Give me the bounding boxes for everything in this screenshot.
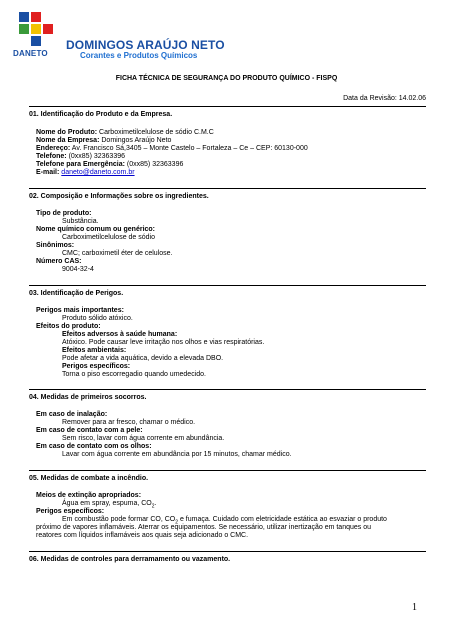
logo-square-red-2 (43, 24, 53, 34)
section-3-heading: 03. Identificação de Perigos. (29, 290, 124, 297)
logo-square-blue (19, 12, 29, 22)
section-2-heading: 02. Composição e Informações sobre os ingredientes. (29, 193, 209, 200)
document-title: FICHA TÉCNICA DE SEGURANÇA DO PRODUTO QUÍMICO - FISPQ (115, 75, 338, 82)
product-name-label: Nome do Produto: (36, 129, 98, 136)
health-effects-label: Efeitos adversos à saúde humana: (62, 331, 178, 338)
main-hazards-value: Produto sólido atóxico. (62, 315, 133, 322)
phone-line (36, 153, 125, 161)
skin-contact-value: Sem risco, lavar com água corrente em abundância. (62, 435, 225, 442)
inhalation-value: Remover para ar fresco, chamar o médico. (62, 419, 196, 426)
section-5-heading: 05. Medidas de combate a incêndio. (29, 475, 149, 482)
extinguishing-value (62, 500, 156, 508)
extinguishing-text: Água em spray, espuma, CO (62, 500, 152, 507)
fire-line-1a: Em combustão pode formar CO, CO (62, 516, 176, 523)
effects-label: Efeitos do produto: (36, 323, 101, 330)
logo-square-blue-2 (31, 36, 41, 46)
fire-specific-line-1 (62, 516, 387, 524)
logo-square-green (19, 24, 29, 34)
company-name: DOMINGOS ARAÚJO NETO (66, 38, 225, 52)
divider-2 (29, 188, 426, 189)
emergency-line (36, 161, 183, 169)
divider-5 (29, 470, 426, 471)
company-label: Nome da Empresa: (36, 137, 100, 144)
address-label: Endereço: (36, 145, 71, 152)
synonyms-value: CMC; carboximetil éter de celulose. (62, 250, 173, 257)
cas-value: 9004-32-4 (62, 266, 94, 273)
eye-contact-label: Em caso de contato com os olhos: (36, 443, 152, 450)
product-name-line (36, 129, 214, 137)
specific-hazards-label: Perigos específicos: (62, 363, 131, 370)
fire-specific-line-2: próximo de vapores inflamáveis. Aterrar os equipamentos. Se necessário, utilizar inertização em tanques ou (36, 524, 372, 531)
main-hazards-label: Perigos mais importantes: (36, 307, 124, 314)
product-name-value: Carboximetilcelulose de sódio C.M.C (99, 129, 214, 136)
emergency-value: (0xx85) 32363396 (126, 161, 184, 168)
company-tagline: Corantes e Produtos Químicos (80, 51, 198, 60)
extinguishing-end: . (154, 500, 157, 507)
cas-label: Número CAS: (36, 258, 82, 265)
health-effects-value: Atóxico. Pode causar leve irritação nos olhos e vias respiratórias. (62, 339, 265, 346)
address-value: Av. Francisco Sá,3405 – Monte Castelo – Fortaleza – Ce – CEP: 60130-000 (71, 145, 308, 152)
revision-date: Data da Revisão: 14.02.06 (343, 95, 426, 102)
company-value: Domingos Araújo Neto (101, 137, 172, 144)
phone-value: (0xx85) 32363396 (68, 153, 125, 160)
chemical-name-label: Nome químico comum ou genérico: (36, 226, 156, 233)
env-effects-label: Efeitos ambientais: (62, 347, 127, 354)
chemical-name-value: Carboximetilcelulose de sódio (62, 234, 155, 241)
env-effects-value: Pode afetar a vida aquática, devido a elevada DBO. (62, 355, 224, 362)
synonyms-label: Sinônimos: (36, 242, 75, 249)
fire-line-1-subscript: 2 (175, 519, 178, 526)
fire-specific-label: Perigos específicos: (36, 508, 105, 515)
emergency-label: Telefone para Emergência: (36, 161, 125, 168)
product-type-value: Substância. (62, 218, 99, 225)
inhalation-label: Em caso de inalação: (36, 411, 108, 418)
section-6-heading: 06. Medidas de controles para derramamento ou vazamento. (29, 556, 231, 563)
page-number: 1 (412, 602, 417, 613)
email-label: E-mail: (36, 169, 60, 176)
email-link[interactable]: daneto@daneto.com.br (61, 169, 135, 176)
section-1-heading: 01. Identificação do Produto e da Empresa. (29, 111, 173, 118)
company-line (36, 137, 171, 145)
divider-3 (29, 285, 426, 286)
specific-hazards-value: Torna o piso escorregadio quando umedecido. (62, 371, 206, 378)
fire-line-1b: e fumaça. Cuidado com eletricidade estática ao esvaziar o produto (178, 516, 387, 523)
logo-square-yellow (31, 24, 41, 34)
section-4-heading: 04. Medidas de primeiros socorros. (29, 394, 147, 401)
extinguishing-subscript: 2 (151, 503, 155, 510)
logo-caption: DANETO (13, 49, 48, 58)
divider-1 (29, 106, 426, 107)
divider-6 (29, 551, 426, 552)
address-line (36, 145, 308, 153)
extinguishing-label: Meios de extinção apropriados: (36, 492, 142, 499)
fire-specific-line-3: reatores com líquidos inflamáveis aos quais seja adicionado o CMC. (36, 532, 249, 539)
company-logo (9, 8, 61, 62)
phone-label: Telefone: (36, 153, 67, 160)
product-type-label: Tipo de produto: (36, 210, 92, 217)
email-line (36, 169, 135, 177)
eye-contact-value: Lavar com água corrente em abundância por 15 minutos, chamar médico. (62, 451, 292, 458)
logo-square-red (31, 12, 41, 22)
divider-4 (29, 389, 426, 390)
skin-contact-label: Em caso de contato com a pele: (36, 427, 143, 434)
